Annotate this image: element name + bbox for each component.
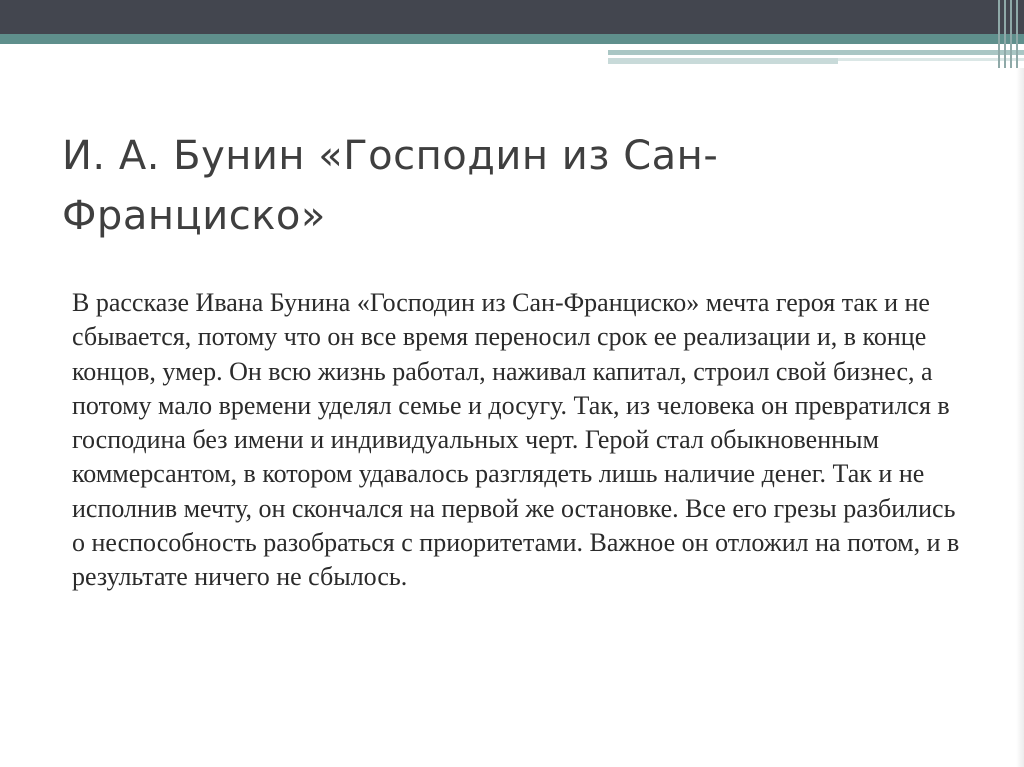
header-teal-band bbox=[0, 34, 1024, 44]
header-accent-stripe-secondary bbox=[608, 58, 838, 64]
slide-body-text: В рассказе Ивана Бунина «Господин из Сан-Франциско» мечта героя так и не сбывается, потому что он все время переносил срок ее реализации и, в конце концов, умер. Он всю жизнь работал, наживал капитал, строил свой бизнес, а потому мало времени уделял семье и досугу. Так, из человека он превратился в господина без имени и индивидуальных черт. Герой стал обыкновенным коммерсантом, в котором удавалось разглядеть лишь наличие денег. Так и не исполнив мечту, он скончался на первой же остановке. Все его грезы разбились о неспособность разобраться с приоритетами. Важное он отложил на потом, и в результате ничего не сбылось. bbox=[72, 288, 960, 592]
slide-edge-shadow bbox=[1016, 68, 1024, 767]
slide-title: И. А. Бунин «Господин из Сан-Франциско» bbox=[62, 133, 719, 239]
header-accent-stripe bbox=[608, 50, 1024, 55]
header-gap bbox=[0, 44, 1024, 47]
header-dark-band bbox=[0, 0, 1024, 34]
header-vertical-lines bbox=[994, 0, 1024, 68]
